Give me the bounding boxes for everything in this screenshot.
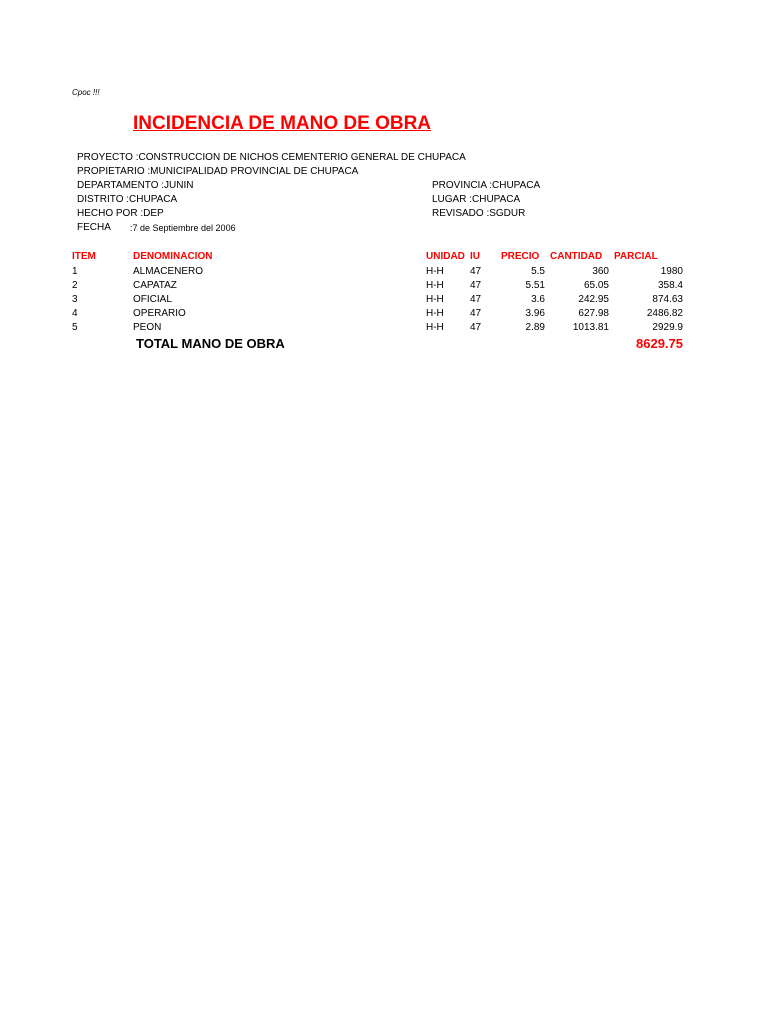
header-precio: PRECIO [501, 251, 540, 262]
cell-denominacion: ALMACENERO [133, 266, 204, 277]
cell-unidad: H-H [426, 308, 444, 319]
cell-item: 5 [72, 322, 78, 333]
cell-cantidad: 1013.81 [572, 322, 609, 333]
header-cantidad: CANTIDAD [550, 251, 603, 262]
cell-item: 3 [72, 294, 78, 305]
cell-item: 1 [72, 266, 78, 277]
total-label: TOTAL MANO DE OBRA [136, 336, 285, 351]
cell-precio: 3.6 [531, 294, 545, 305]
hecho-por-line: HECHO POR :DEP [77, 208, 164, 219]
cell-cantidad: 242.95 [578, 294, 609, 305]
cell-denominacion: PEON [133, 322, 162, 333]
revisado-line: REVISADO :SGDUR [432, 208, 526, 219]
cell-item: 4 [72, 308, 78, 319]
cell-denominacion: OFICIAL [133, 294, 172, 305]
cell-parcial: 2929.9 [652, 322, 683, 333]
cell-denominacion: CAPATAZ [133, 280, 177, 291]
cell-cantidad: 360 [592, 266, 609, 277]
header-parcial: PARCIAL [614, 251, 658, 262]
cell-unidad: H-H [426, 322, 444, 333]
provincia-line: PROVINCIA :CHUPACA [432, 180, 541, 191]
cell-iu: 47 [470, 266, 482, 277]
cell-parcial: 1980 [660, 266, 683, 277]
cell-parcial: 874.63 [652, 294, 683, 305]
departamento-line: DEPARTAMENTO :JUNIN [77, 180, 194, 191]
cell-iu: 47 [470, 294, 482, 305]
distrito-line: DISTRITO :CHUPACA [77, 194, 178, 205]
header-denominacion: DENOMINACION [133, 251, 213, 262]
lugar-line: LUGAR :CHUPACA [432, 194, 521, 205]
proyecto-line: PROYECTO :CONSTRUCCION DE NICHOS CEMENTERIO GENERAL DE CHUPACA [77, 152, 466, 163]
propietario-line: PROPIETARIO :MUNICIPALIDAD PROVINCIAL DE CHUPACA [77, 166, 359, 177]
cell-parcial: 358.4 [657, 280, 683, 291]
cell-item: 2 [72, 280, 78, 291]
cell-denominacion: OPERARIO [133, 308, 186, 319]
header-iu: IU [470, 251, 480, 262]
cell-precio: 5.51 [525, 280, 545, 291]
page-title: INCIDENCIA DE MANO DE OBRA [133, 113, 432, 134]
cell-precio: 5.5 [531, 266, 545, 277]
cell-cantidad: 65.05 [583, 280, 609, 291]
header-unidad: UNIDAD [426, 251, 465, 262]
total-value: 8629.75 [636, 336, 683, 351]
cell-iu: 47 [470, 280, 482, 291]
cell-unidad: H-H [426, 280, 444, 291]
cell-unidad: H-H [426, 266, 444, 277]
cell-iu: 47 [470, 308, 482, 319]
cell-parcial: 2486.82 [646, 308, 683, 319]
cell-precio: 3.96 [525, 308, 545, 319]
header-item: ITEM [72, 251, 96, 262]
fecha-label: FECHA [77, 222, 111, 233]
cell-cantidad: 627.98 [578, 308, 609, 319]
cell-unidad: H-H [426, 294, 444, 305]
cell-iu: 47 [470, 322, 482, 333]
cpoc-note: Cpoc !!! [72, 88, 100, 97]
fecha-value: :7 de Septiembre del 2006 [130, 223, 236, 233]
cell-precio: 2.89 [525, 322, 545, 333]
